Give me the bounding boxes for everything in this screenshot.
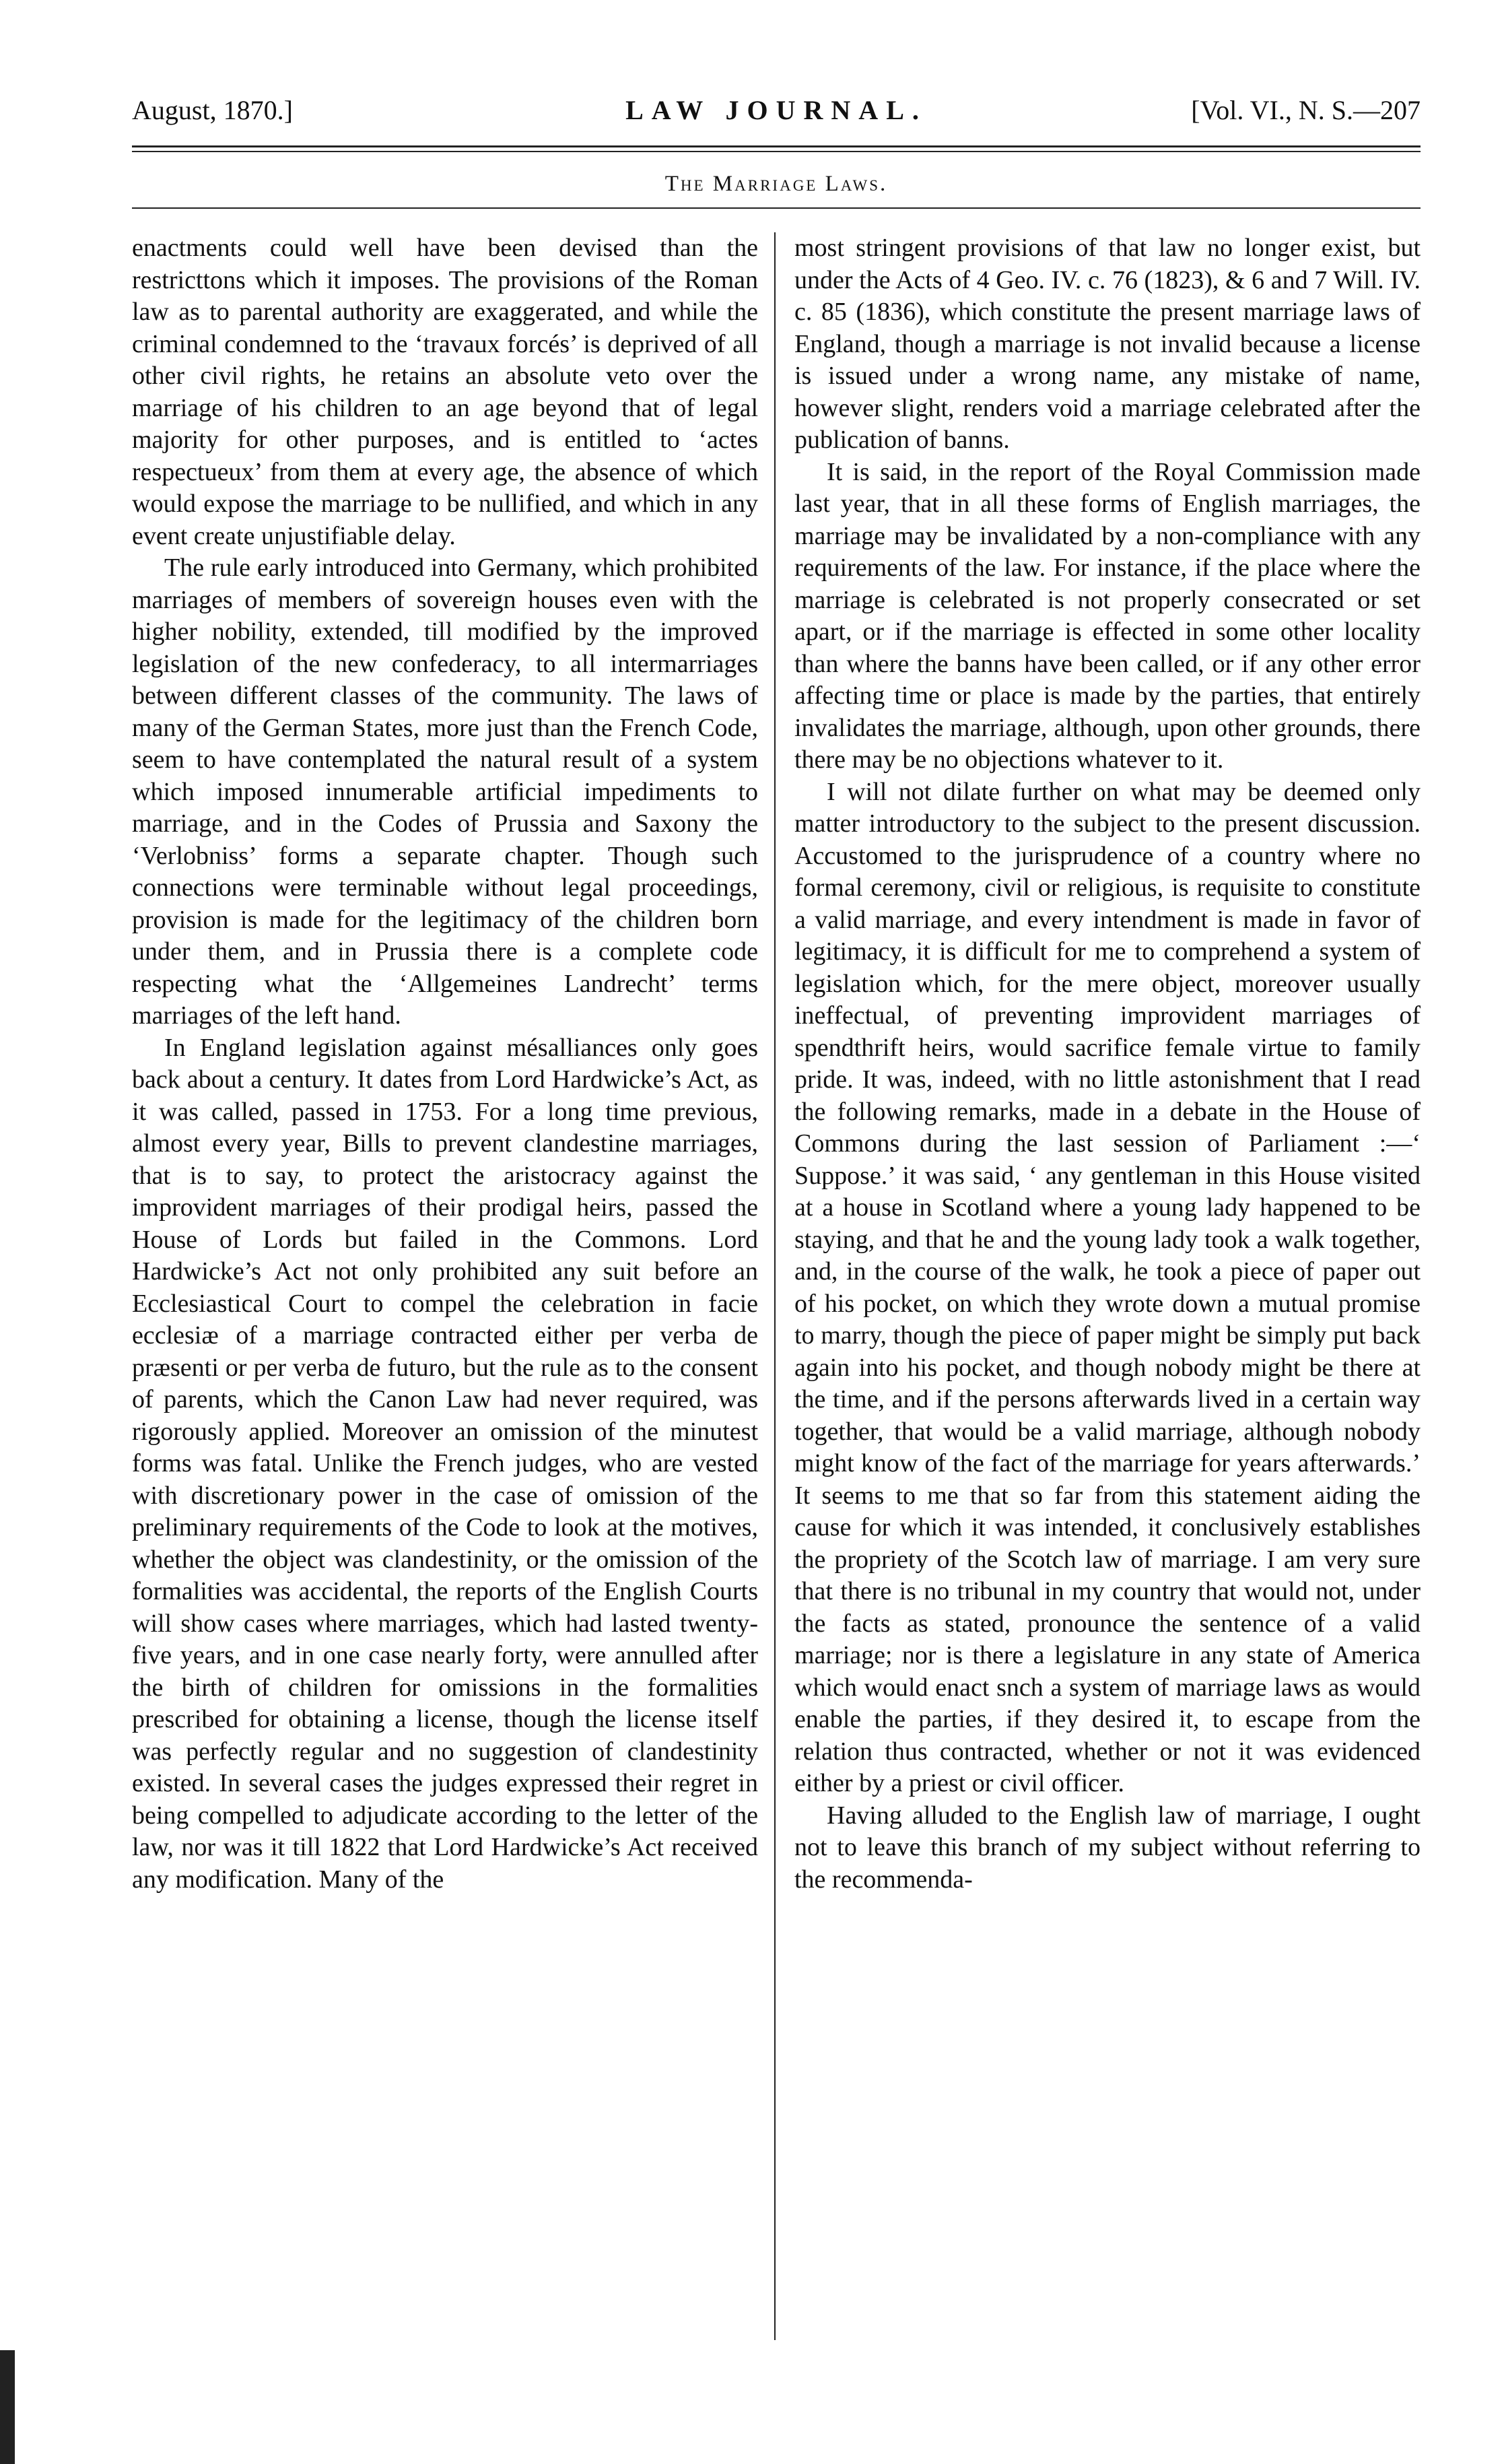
header-date: August, 1870.] — [132, 95, 293, 125]
journal-title: LAW JOURNAL. — [625, 95, 927, 125]
column-divider — [774, 232, 776, 2340]
right-paragraph: I will not dilate further on what may be deemed only matter introductory to the subject to the present discussion. Accustomed to the jurisprudence of a country where no formal ceremony, civil or religious, is requisite to constitute a valid marriage, and every intendment is made in favor of legitimacy, it is difficult for me to comprehend a system of legislation which, for the mere object, moreover usually ineffectual, of preventing improvident marriages of spendthrift heirs, would sacrifice female virtue to family pride. It was, indeed, with no little astonishment that I read the following remarks, made in a debate in the House of Commons during the last session of Parliament :—‘ Suppose.’ it was said, ‘ any gentleman in this House visited at a house in Scotland where a young lady happened to be staying, and that he and the young lady took a walk together, and, in the course of the walk, he took a piece of paper out of his pocket, on which they wrote down a mutual promise to marry, though the piece of paper might be simply put back again into his pocket, and though nobody might be there at the time, and if the persons afterwards lived in a certain way together, that would be a valid marriage, although nobody might know of the fact of the marriage for years afterwards.’ It seems to me that so far from this statement aiding the cause for which it was intended, it conclusively establishes the propriety of the Scotch law of marriage. I am very sure that there is no tribunal in my country that would not, under the facts as stated, pronounce the sentence of a valid marriage; nor is there a legislature in any state of America which would enact snch a system of marriage laws as would enable the parties, if they desired it, to escape from the relation thus contracted, whether or not it was evidenced either by a priest or civil officer. — [794, 777, 1421, 1797]
article-running-title: The Marriage Laws. — [664, 172, 888, 196]
right-column — [794, 232, 1421, 1896]
right-paragraph: most stringent provisions of that law no longer exist, but under the Acts of 4 Geo. IV. c. 76 (1823), & 6 and 7 Will. IV. c. 85 (1836), which constitute the present marriage laws of England, though a marriage is not invalid because a license is issued under a wrong name, any mistake of name, however slight, renders void a marriage celebrated after the publication of banns. — [794, 234, 1421, 454]
left-paragraph: The rule early introduced into Germany, which prohibited marriages of members of sovereign houses even with the higher nobility, extended, till modified by the improved legislation of the new confederacy, to all intermarriages between different classes of the community. The laws of many of the German States, more just than the French Code, seem to have contemplated the natural result of a system which imposed innumerable artificial impediments to marriage, and in the Codes of Prussia and Saxony the ‘Verlobniss’ forms a separate chapter. Though such connections were terminable without legal proceedings, provision is made for the legitimacy of the children born under them, and in Prussia there is a complete code respecting what the ‘Allgemeines Landrecht’ terms marriages of the left hand. — [132, 554, 758, 1030]
left-paragraph: In England legislation against mésalliances only goes back about a century. It dates from Lord Hardwicke’s Act, as it was called, passed in 1753. For a long time previous, almost every year, Bills to prevent clandestine marriages, that is to say, to protect the aristocracy against the improvident marriages of their prodigal heirs, passed the House of Lords but failed in the Commons. Lord Hardwicke’s Act not only prohibited any suit before an Ecclesiastical Court to compel the celebration in facie ecclesiæ of a marriage contracted either per verba de præsenti or per verba de futuro, but the rule as to the consent of parents, which the Canon Law had never required, was rigorously applied. Moreover an omission of the minutest forms was fatal. Unlike the French judges, who are vested with discretionary power in the case of omission of the preliminary requirements of the Code to look at the motives, whether the object was clandestinity, or the omission of the formalities was accidental, the reports of the English Courts will show cases where marriages, which had lasted twenty-five years, and in one case nearly forty, were annulled after the birth of children for omissions in the formalities prescribed for obtaining a license, though the license itself was perfectly regular and no suggestion of clandestinity existed. In several cases the judges expressed their regret in being compelled to adjudicate according to the letter of the law, nor was it till 1822 that Lord Hardwicke’s Act received any modification. Many of the — [132, 1033, 758, 1894]
header-rule-top — [132, 145, 1421, 147]
header-rule-bottom — [132, 151, 1421, 152]
right-paragraph: It is said, in the report of the Royal Commission made last year, that in all these forms of English marriages, the marriage may be invalidated by a non-compliance with any requirements of the law. For instance, if the place where the marriage is celebrated is not properly consecrated or set apart, or if the marriage is effected in some other locality than where the banns have been called, or if any other error affecting time or place is made by the parties, that entirely invalidates the marriage, although, upon other grounds, there there may be no objections whatever to it. — [794, 457, 1421, 774]
binding-edge-mark — [0, 2350, 15, 2464]
left-column — [132, 232, 758, 1896]
left-paragraph: enactments could well have been devised than the restricttons which it imposes. The provisions of the Roman law as to parental authority are exaggerated, and while the criminal condemned to the ‘travaux forcés’ is deprived of all other civil rights, he retains an absolute veto over the marriage of his children to an age beyond that of legal majority for other purposes, and is entitled to ‘actes respectueux’ from them at every age, the absence of which would expose the marriage to be nullified, and which in any event create unjustifiable delay. — [132, 234, 758, 550]
subtitle-rule — [132, 207, 1421, 209]
page-header — [132, 94, 1421, 135]
volume-page: [Vol. VI., N. S.—207 — [1191, 95, 1421, 125]
right-paragraph: Having alluded to the English law of marriage, I ought not to leave this branch of my subject without referring to the recommenda- — [794, 1801, 1421, 1894]
